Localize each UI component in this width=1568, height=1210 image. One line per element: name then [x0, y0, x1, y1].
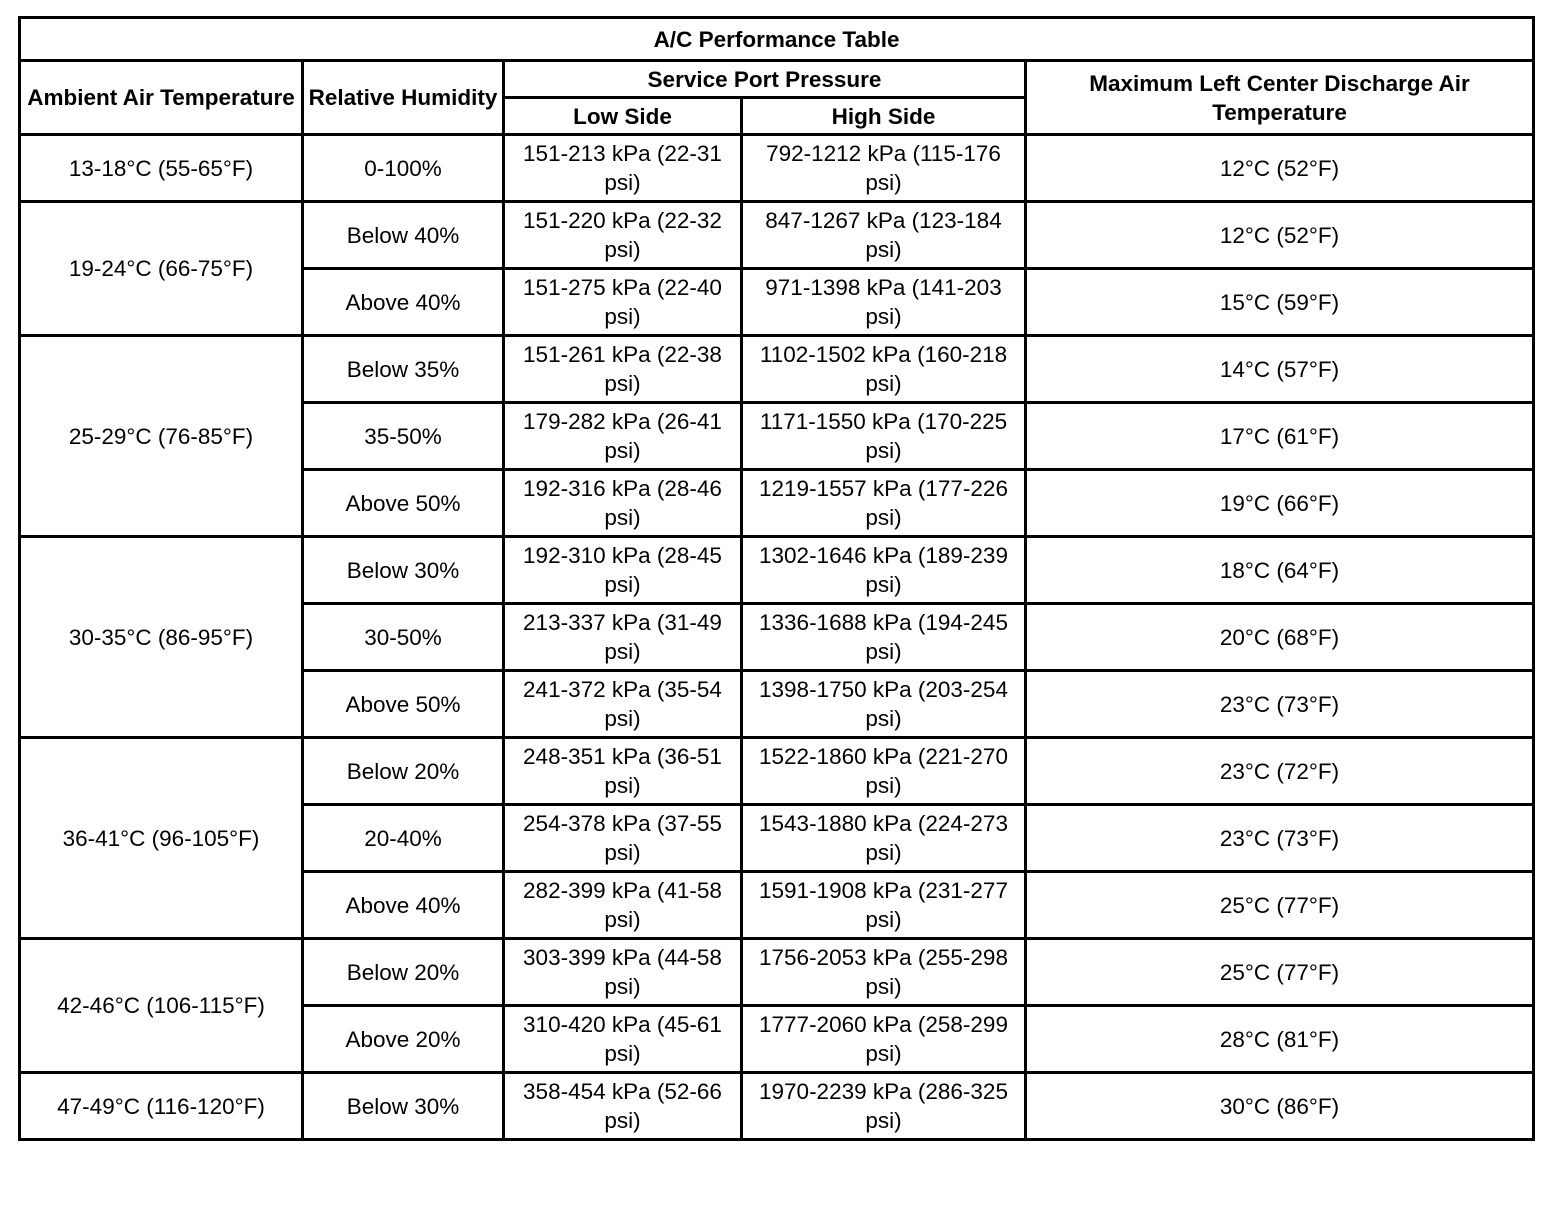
cell-relative-humidity: Above 50%: [303, 470, 504, 537]
cell-relative-humidity: Above 40%: [303, 872, 504, 939]
cell-discharge-temperature: 28°C (81°F): [1026, 1006, 1534, 1073]
cell-high-side-pressure: 1398-1750 kPa (203-254 psi): [742, 671, 1026, 738]
cell-ambient-temperature: 25-29°C (76-85°F): [20, 336, 303, 537]
table-body: [20, 135, 1534, 1140]
cell-high-side-pressure: 1543-1880 kPa (224-273 psi): [742, 805, 1026, 872]
cell-high-side-pressure: 1102-1502 kPa (160-218 psi): [742, 336, 1026, 403]
table-row: [20, 202, 1534, 269]
cell-low-side-pressure: 248-351 kPa (36-51 psi): [504, 738, 742, 805]
cell-high-side-pressure: 792-1212 kPa (115-176 psi): [742, 135, 1026, 202]
cell-ambient-temperature: 36-41°C (96-105°F): [20, 738, 303, 939]
cell-discharge-temperature: 30°C (86°F): [1026, 1073, 1534, 1140]
table-row: [20, 738, 1534, 805]
cell-high-side-pressure: 1777-2060 kPa (258-299 psi): [742, 1006, 1026, 1073]
cell-high-side-pressure: 1522-1860 kPa (221-270 psi): [742, 738, 1026, 805]
header-relative-humidity: Relative Humidity: [303, 61, 504, 135]
cell-relative-humidity: Above 20%: [303, 1006, 504, 1073]
cell-ambient-temperature: 42-46°C (106-115°F): [20, 939, 303, 1073]
ac-performance-table: [18, 16, 1535, 1141]
cell-relative-humidity: Below 30%: [303, 1073, 504, 1140]
cell-relative-humidity: Above 50%: [303, 671, 504, 738]
header-high-side: High Side: [742, 98, 1026, 135]
header-ambient-air-temperature: Ambient Air Temperature: [20, 61, 303, 135]
cell-relative-humidity: Above 40%: [303, 269, 504, 336]
cell-discharge-temperature: 25°C (77°F): [1026, 872, 1534, 939]
cell-low-side-pressure: 358-454 kPa (52-66 psi): [504, 1073, 742, 1140]
cell-relative-humidity: 0-100%: [303, 135, 504, 202]
table-row: [20, 336, 1534, 403]
cell-low-side-pressure: 151-213 kPa (22-31 psi): [504, 135, 742, 202]
cell-high-side-pressure: 1171-1550 kPa (170-225 psi): [742, 403, 1026, 470]
table-row: [20, 135, 1534, 202]
cell-relative-humidity: Below 20%: [303, 738, 504, 805]
cell-ambient-temperature: 13-18°C (55-65°F): [20, 135, 303, 202]
header-service-port-pressure: Service Port Pressure: [504, 61, 1026, 98]
cell-low-side-pressure: 303-399 kPa (44-58 psi): [504, 939, 742, 1006]
cell-ambient-temperature: 47-49°C (116-120°F): [20, 1073, 303, 1140]
cell-high-side-pressure: 1336-1688 kPa (194-245 psi): [742, 604, 1026, 671]
cell-low-side-pressure: 151-220 kPa (22-32 psi): [504, 202, 742, 269]
cell-discharge-temperature: 19°C (66°F): [1026, 470, 1534, 537]
cell-discharge-temperature: 23°C (73°F): [1026, 671, 1534, 738]
cell-discharge-temperature: 18°C (64°F): [1026, 537, 1534, 604]
cell-low-side-pressure: 310-420 kPa (45-61 psi): [504, 1006, 742, 1073]
cell-discharge-temperature: 12°C (52°F): [1026, 135, 1534, 202]
header-max-discharge-air-temperature: Maximum Left Center Discharge Air Temperature: [1026, 61, 1534, 135]
table-title: A/C Performance Table: [20, 18, 1534, 61]
cell-high-side-pressure: 847-1267 kPa (123-184 psi): [742, 202, 1026, 269]
cell-discharge-temperature: 14°C (57°F): [1026, 336, 1534, 403]
cell-discharge-temperature: 12°C (52°F): [1026, 202, 1534, 269]
cell-high-side-pressure: 1302-1646 kPa (189-239 psi): [742, 537, 1026, 604]
cell-low-side-pressure: 192-316 kPa (28-46 psi): [504, 470, 742, 537]
cell-ambient-temperature: 30-35°C (86-95°F): [20, 537, 303, 738]
cell-low-side-pressure: 241-372 kPa (35-54 psi): [504, 671, 742, 738]
cell-relative-humidity: Below 35%: [303, 336, 504, 403]
cell-discharge-temperature: 20°C (68°F): [1026, 604, 1534, 671]
cell-discharge-temperature: 23°C (73°F): [1026, 805, 1534, 872]
table-row: [20, 1073, 1534, 1140]
cell-discharge-temperature: 25°C (77°F): [1026, 939, 1534, 1006]
cell-high-side-pressure: 1756-2053 kPa (255-298 psi): [742, 939, 1026, 1006]
cell-relative-humidity: Below 20%: [303, 939, 504, 1006]
cell-high-side-pressure: 1970-2239 kPa (286-325 psi): [742, 1073, 1026, 1140]
cell-relative-humidity: Below 30%: [303, 537, 504, 604]
cell-low-side-pressure: 213-337 kPa (31-49 psi): [504, 604, 742, 671]
cell-low-side-pressure: 151-261 kPa (22-38 psi): [504, 336, 742, 403]
cell-relative-humidity: Below 40%: [303, 202, 504, 269]
cell-high-side-pressure: 1591-1908 kPa (231-277 psi): [742, 872, 1026, 939]
cell-low-side-pressure: 254-378 kPa (37-55 psi): [504, 805, 742, 872]
cell-discharge-temperature: 15°C (59°F): [1026, 269, 1534, 336]
cell-low-side-pressure: 179-282 kPa (26-41 psi): [504, 403, 742, 470]
cell-discharge-temperature: 17°C (61°F): [1026, 403, 1534, 470]
table-row: [20, 537, 1534, 604]
cell-low-side-pressure: 151-275 kPa (22-40 psi): [504, 269, 742, 336]
cell-ambient-temperature: 19-24°C (66-75°F): [20, 202, 303, 336]
cell-low-side-pressure: 282-399 kPa (41-58 psi): [504, 872, 742, 939]
header-low-side: Low Side: [504, 98, 742, 135]
cell-relative-humidity: 20-40%: [303, 805, 504, 872]
table-row: [20, 939, 1534, 1006]
cell-high-side-pressure: 971-1398 kPa (141-203 psi): [742, 269, 1026, 336]
cell-relative-humidity: 30-50%: [303, 604, 504, 671]
cell-relative-humidity: 35-50%: [303, 403, 504, 470]
cell-low-side-pressure: 192-310 kPa (28-45 psi): [504, 537, 742, 604]
cell-high-side-pressure: 1219-1557 kPa (177-226 psi): [742, 470, 1026, 537]
cell-discharge-temperature: 23°C (72°F): [1026, 738, 1534, 805]
